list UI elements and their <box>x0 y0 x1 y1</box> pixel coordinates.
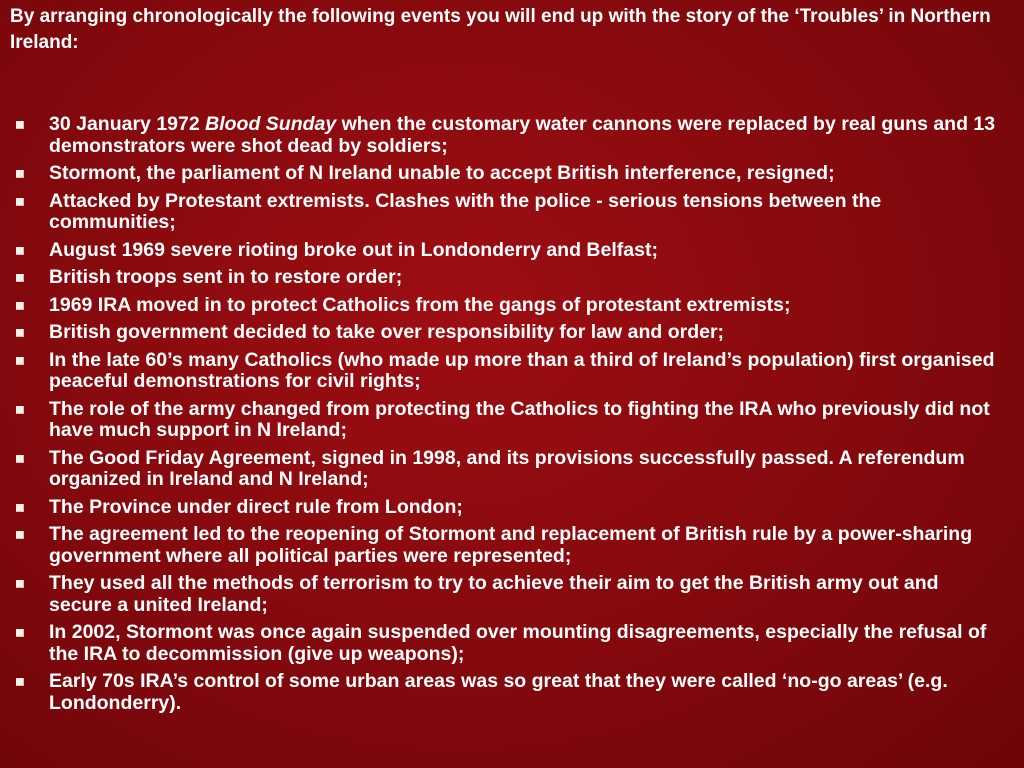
square-bullet-icon <box>16 357 24 365</box>
square-bullet-icon <box>16 406 24 414</box>
square-bullet-icon <box>16 531 24 539</box>
list-item-text: The Good Friday Agreement, signed in 1998, and its provisions successfully passed. A referendum organized in Ireland and N Ireland; <box>49 446 965 490</box>
list-item <box>16 114 1006 157</box>
list-item-text: In 2002, Stormont was once again suspended over mounting disagreements, especially the refusal of the IRA to decommission (give up weapons); <box>49 621 987 665</box>
square-bullet-icon <box>16 302 24 310</box>
square-bullet-icon <box>16 455 24 463</box>
list-item-text-emphasis: Blood Sunday <box>205 113 337 135</box>
list-item-text-prefix: 30 January 1972 <box>49 113 206 135</box>
list-item-text: Early 70s IRA’s control of some urban areas was so great that they were called ‘no-go areas’ (e.g. Londonderry). <box>49 670 948 714</box>
list-item <box>16 497 1006 519</box>
list-item <box>16 295 1006 317</box>
square-bullet-icon <box>16 170 24 178</box>
list-item <box>16 573 1006 616</box>
square-bullet-icon <box>16 274 24 282</box>
square-bullet-icon <box>16 198 24 206</box>
list-item <box>16 267 1006 289</box>
list-item <box>16 322 1006 344</box>
square-bullet-icon <box>16 580 24 588</box>
square-bullet-icon <box>16 121 24 129</box>
list-item-text: The role of the army changed from protecting the Catholics to fighting the IRA who previously did not have much support in N Ireland; <box>49 397 990 441</box>
list-item <box>16 350 1006 393</box>
square-bullet-icon <box>16 247 24 255</box>
list-item-text: British government decided to take over responsibility for law and order; <box>49 321 725 343</box>
list-item <box>16 622 1006 665</box>
list-item <box>16 524 1006 567</box>
square-bullet-icon <box>16 629 24 637</box>
bullet-list <box>16 114 1006 720</box>
list-item <box>16 448 1006 491</box>
square-bullet-icon <box>16 678 24 686</box>
list-item-text: They used all the methods of terrorism to try to achieve their aim to get the British army out and secure a united Ireland; <box>49 572 939 616</box>
list-item-text: August 1969 severe rioting broke out in Londonderry and Belfast; <box>49 238 658 261</box>
list-item-text: Attacked by Protestant extremists. Clashes with the police - serious tensions between the communities; <box>49 189 882 233</box>
list-item-text: 1969 IRA moved in to protect Catholics from the gangs of protestant extremists; <box>49 293 791 316</box>
slide-title: By arranging chronologically the following events you will end up with the story of the ‘Troubles’ in Northern Ireland: <box>10 6 991 53</box>
list-item <box>16 191 1006 234</box>
list-item-text: British troops sent in to restore order; <box>49 266 403 288</box>
list-item-text: In the late 60’s many Catholics (who made up more than a third of Ireland’s population) first organised peaceful demonstrations for civil rights; <box>49 348 995 392</box>
square-bullet-icon <box>16 329 24 337</box>
list-item-text-suffix: when the customary water cannons were replaced by real guns and 13 demonstrators were shot dead by soldiers; <box>49 113 996 157</box>
list-item <box>16 163 1006 185</box>
list-item <box>16 240 1006 262</box>
list-item-text: Stormont, the parliament of N Ireland unable to accept British interference, resigned; <box>49 162 835 184</box>
list-item <box>16 671 1006 714</box>
list-item-text: The Province under direct rule from London; <box>49 495 463 518</box>
list-item <box>16 399 1006 442</box>
square-bullet-icon <box>16 504 24 512</box>
list-item-text: The agreement led to the reopening of Stormont and replacement of British rule by a power-sharing government where all political parties were represented; <box>49 523 973 567</box>
